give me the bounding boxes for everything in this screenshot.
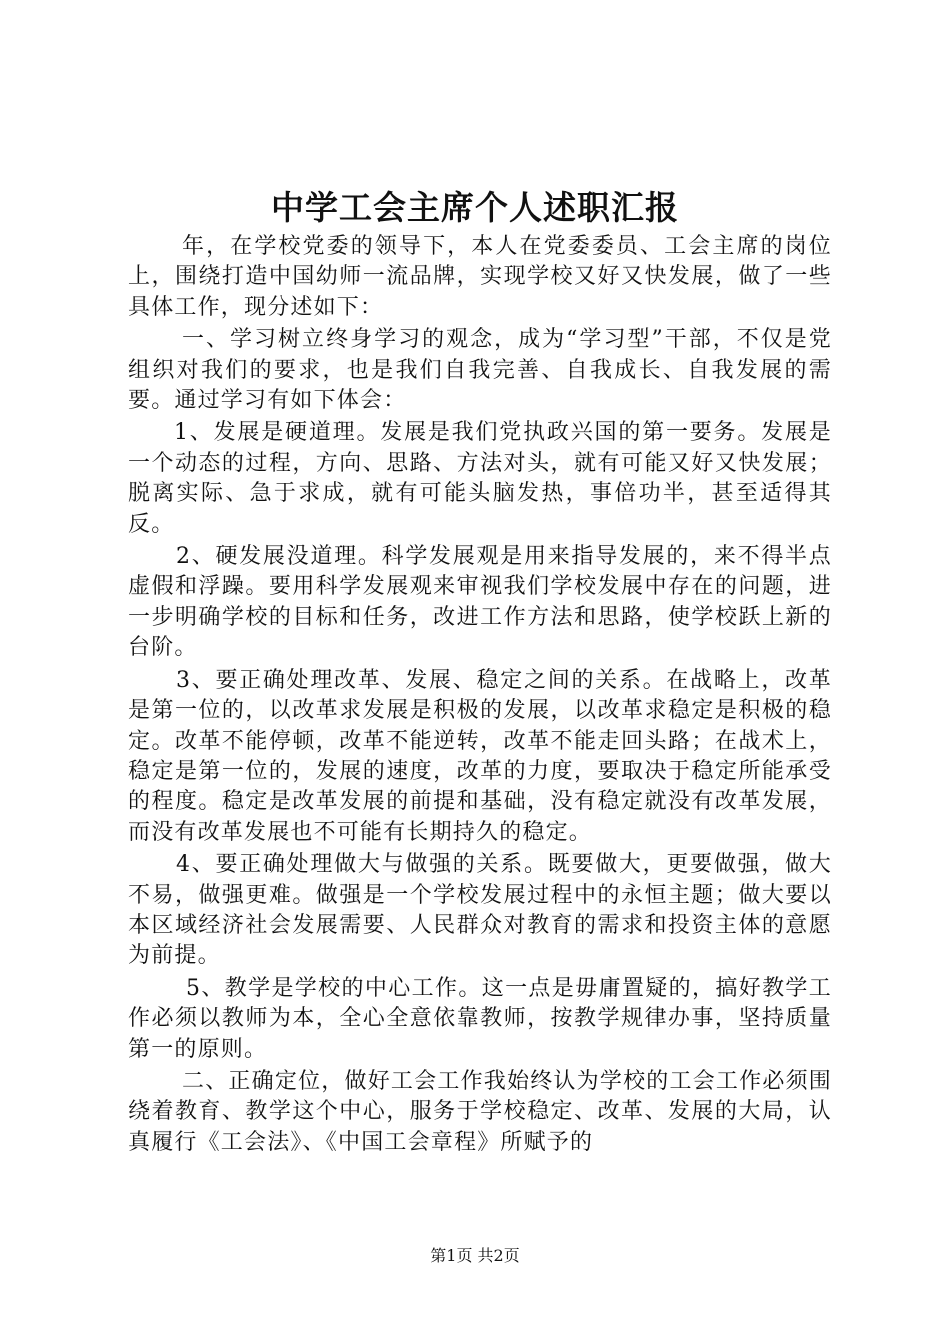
paragraph-point-4: 4、要正确处理做大与做强的关系。既要做大，更要做强，做大不易，做强更难。做强是一个学校发展过程中的永恒主题；做大要以本区域经济社会发展需要、人民群众对教育的需求和投资主体的意愿为前提。 bbox=[128, 852, 832, 969]
document-title: 中学工会主席个人述职汇报 bbox=[271, 188, 679, 227]
paragraph-point-2: 2、硬发展没道理。科学发展观是用来指导发展的，来不得半点虚假和浮躁。要用科学发展观来审视我们学校发展中存在的问题，进一步明确学校的目标和任务，改进工作方法和思路，使学校跃上新的台阶。 bbox=[128, 544, 832, 661]
paragraph-point-3: 3、要正确处理改革、发展、稳定之间的关系。在战略上，改革是第一位的，以改革求发展是积极的发展，以改革求稳定是积极的稳定。改革不能停顿，改革不能逆转，改革不能走回头路；在战术上，稳定是第一位的，发展的速度，改革的力度，要取决于稳定所能承受的程度。稳定是改革发展的前提和基础，没有稳定就没有改革发展，而没有改革发展也不可能有长期持久的稳定。 bbox=[128, 667, 832, 845]
paragraph-point-5: 5、教学是学校的中心工作。这一点是毋庸置疑的，搞好教学工作必须以教师为本，全心全意依靠教师，按教学规律办事，坚持质量第一的原则。 bbox=[128, 975, 832, 1062]
paragraph-intro: 年，在学校党委的领导下，本人在党委委员、工会主席的岗位上，围绕打造中国幼师一流品牌，实现学校又好又快发展，做了一些具体工作，现分述如下： bbox=[128, 234, 832, 320]
paragraph-section-one: 一、学习树立终身学习的观念，成为“学习型”干部，不仅是党组织对我们的要求，也是我们自我完善、自我成长、自我发展的需要。通过学习有如下体会： bbox=[128, 327, 832, 414]
page-number-footer: 第1页 共2页 bbox=[430, 1246, 520, 1265]
document-body bbox=[128, 232, 832, 1158]
paragraph-point-1: 1、发展是硬道理。发展是我们党执政兴国的第一要务。发展是一个动态的过程，方向、思路、方法对头，就有可能又好又快发展；脱离实际、急于求成，就有可能头脑发热，事倍功半，甚至适得其反。 bbox=[128, 420, 832, 537]
paragraph-section-two: 二、正确定位，做好工会工作我始终认为学校的工会工作必须围绕着教育、教学这个中心，服务于学校稳定、改革、发展的大局，认真履行《工会法》、《中国工会章程》所赋予的 bbox=[128, 1068, 832, 1155]
